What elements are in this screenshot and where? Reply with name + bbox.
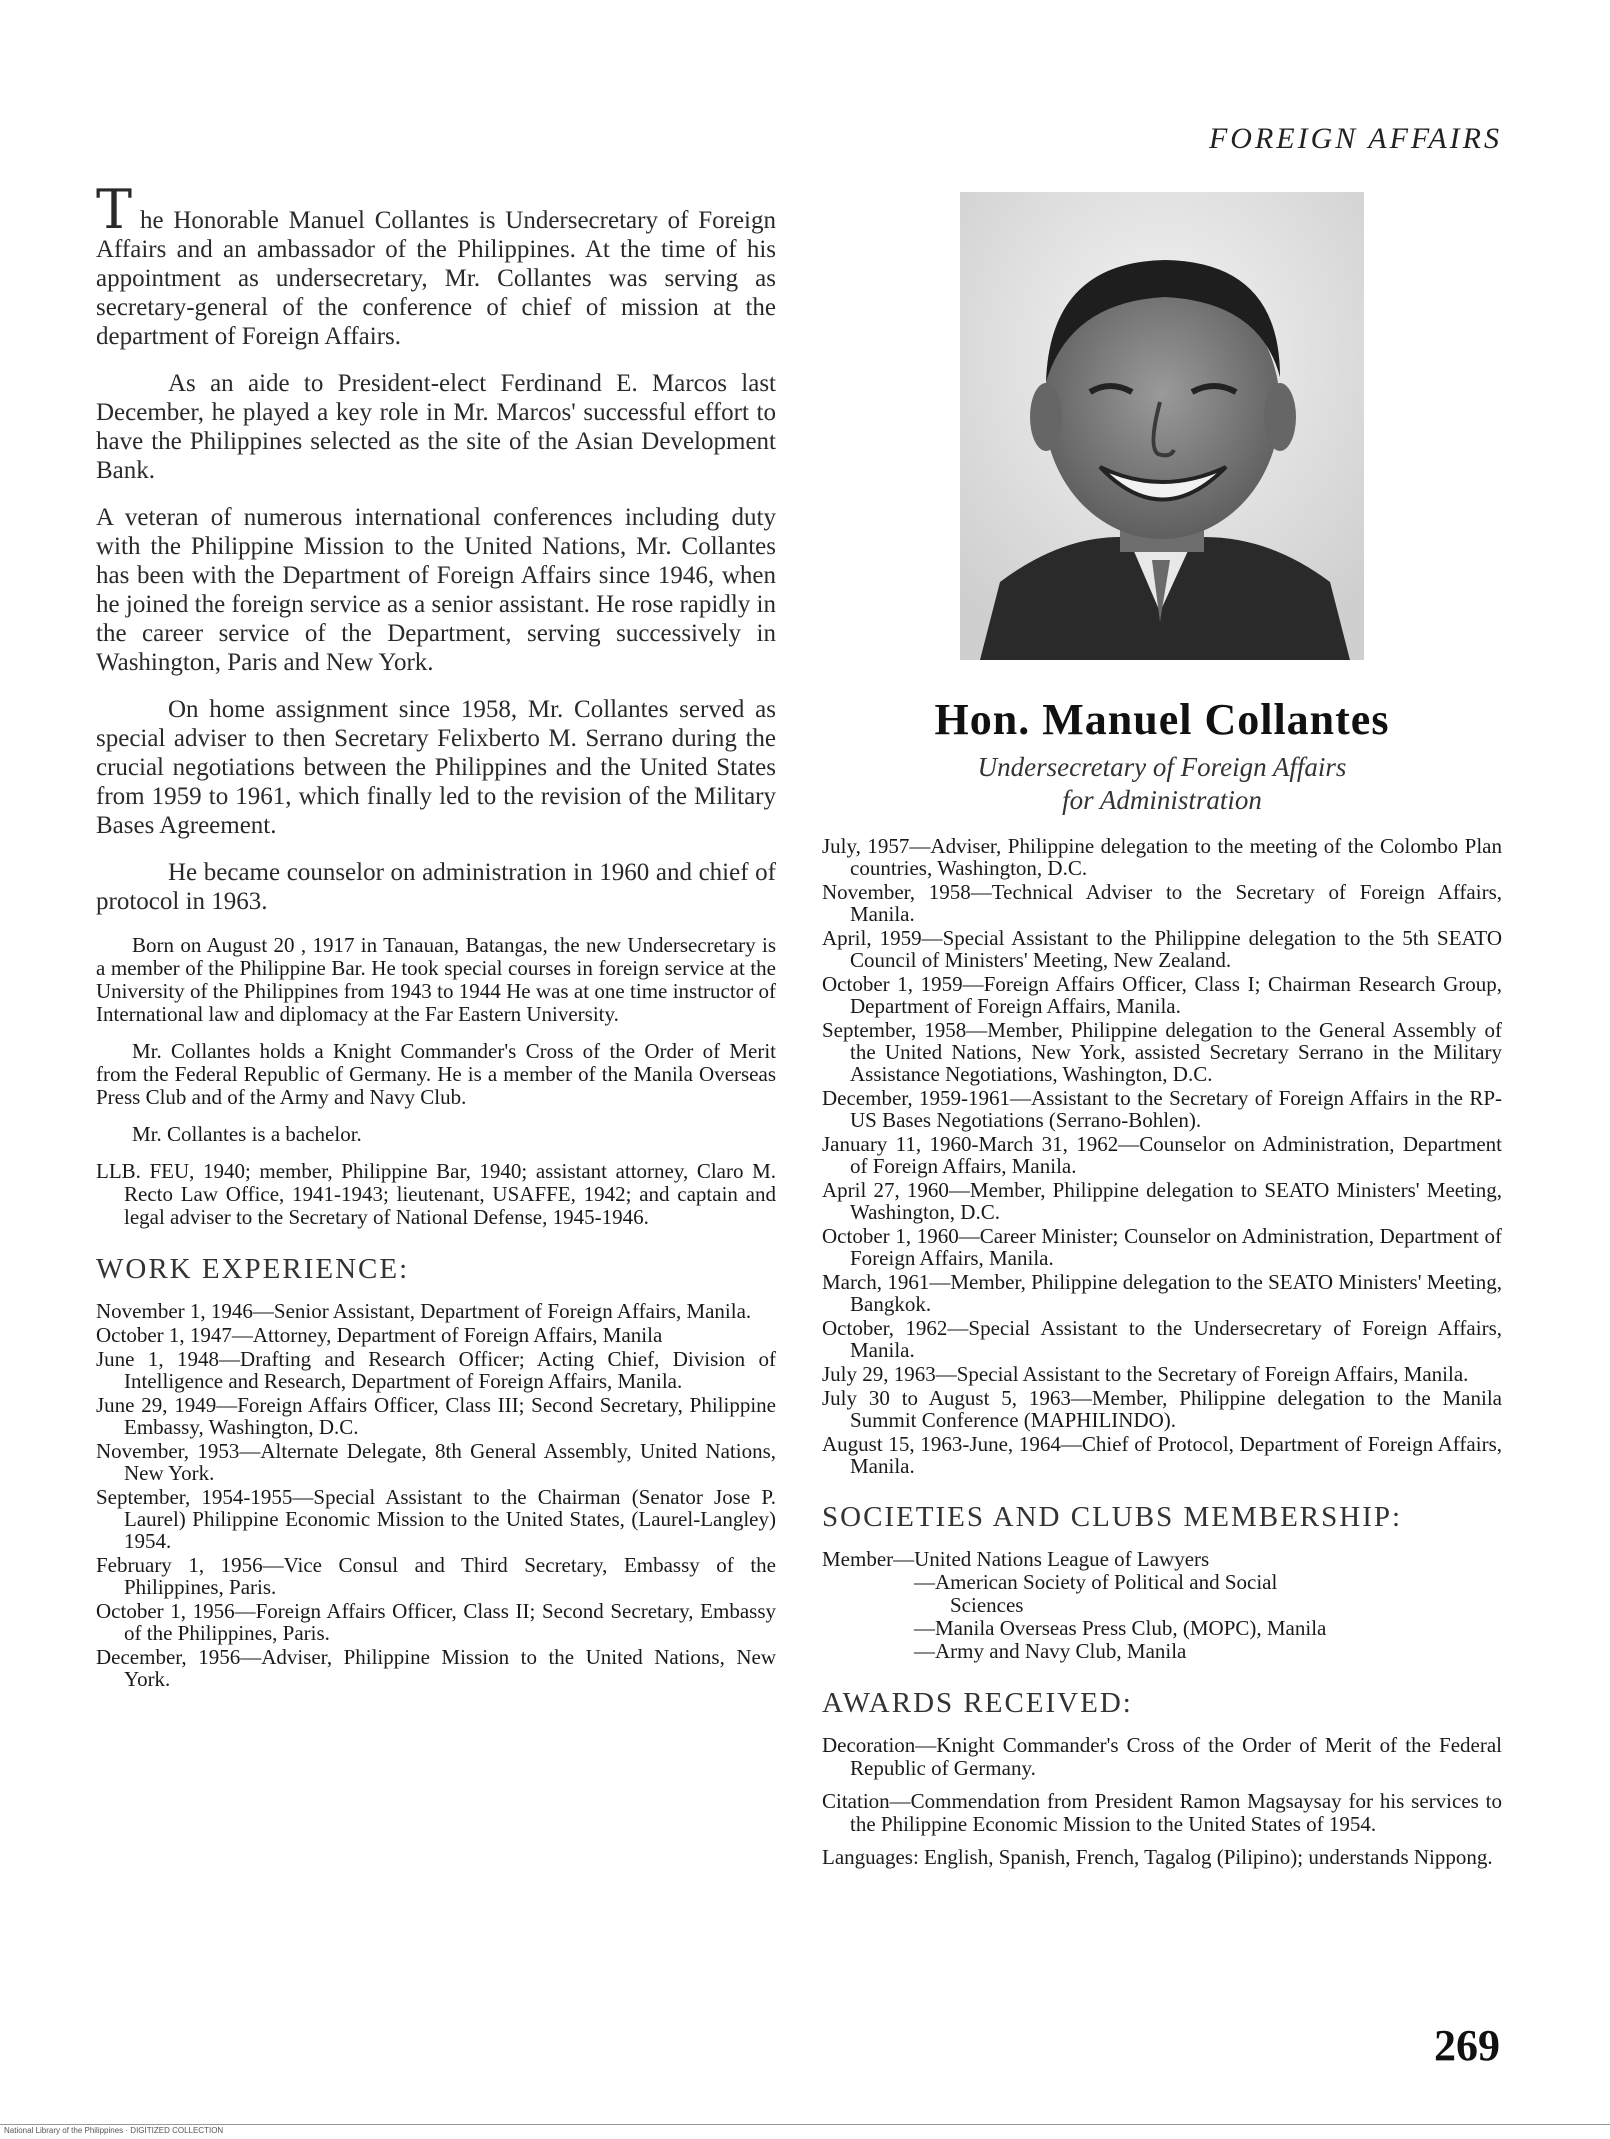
intro-paragraph-text: he Honorable Manuel Collantes is Undersecretary of Foreign Affairs and an ambassador of the Philippines. At the time of his appointment as undersecretary, Mr. Collantes was serving as secretary-general of the conference of chief of mission at the department of Foreign Affairs. bbox=[96, 207, 776, 350]
career-entry: August 15, 1963-June, 1964—Chief of Protocol, Department of Foreign Affairs, Manila. bbox=[822, 1432, 1502, 1478]
section-header: FOREIGN AFFAIRS bbox=[1208, 122, 1502, 155]
bio-paragraph: LLB. FEU, 1940; member, Philippine Bar, 1940; assistant attorney, Claro M. Recto Law Office, 1941-1943; lieutenant, USAFFE, 1942; and captain and legal adviser to the Secretary of National Defense, 1945-1946. bbox=[96, 1159, 776, 1229]
work-entry: June 1, 1948—Drafting and Research Officer; Acting Chief, Division of Intelligence and Research, Department of Foreign Affairs, Manila. bbox=[96, 1347, 776, 1393]
career-entry: October 1, 1959—Foreign Affairs Officer, Class I; Chairman Research Group, Department of Foreign Affairs, Manila. bbox=[822, 972, 1502, 1018]
career-entry: January 11, 1960-March 31, 1962—Counselor on Administration, Department of Foreign Affairs, Manila. bbox=[822, 1132, 1502, 1178]
languages: Languages: English, Spanish, French, Tagalog (Pilipino); understands Nippong. bbox=[822, 1845, 1493, 1869]
career-entry: April 27, 1960—Member, Philippine delegation to SEATO Ministers' Meeting, Washington, D.C. bbox=[822, 1178, 1502, 1224]
society-item: —Manila Overseas Press Club, (MOPC), Manila bbox=[914, 1616, 1327, 1640]
awards-heading: AWARDS RECEIVED: bbox=[822, 1687, 1133, 1719]
awards-list bbox=[822, 1734, 1502, 1869]
work-entry: September, 1954-1955—Special Assistant to the Chairman (Senator Jose P. Laurel) Philippine Economic Mission to the United States, (Laurel-Langley) 1954. bbox=[96, 1485, 776, 1553]
work-entry: November 1, 1946—Senior Assistant, Department of Foreign Affairs, Manila. bbox=[96, 1299, 752, 1323]
career-entry: October 1, 1960—Career Minister; Counselor on Administration, Department of Foreign Affairs, Manila. bbox=[822, 1224, 1502, 1270]
work-entry: December, 1956—Adviser, Philippine Mission to the United Nations, New York. bbox=[96, 1645, 776, 1691]
intro-paragraph: A veteran of numerous international conferences including duty with the Philippine Mission to the United Nations, Mr. Collantes has been with the Department of Foreign Affairs since 1946, when he joined the foreign service as a senior assistant. He rose rapidly in the career service of the Department, serving successively in Washington, Paris and New York. bbox=[96, 504, 776, 676]
portrait-photo bbox=[960, 192, 1364, 660]
right-column bbox=[822, 190, 1502, 1879]
societies-list bbox=[822, 1548, 1502, 1663]
career-entry: October, 1962—Special Assistant to the Undersecretary of Foreign Affairs, Manila. bbox=[822, 1316, 1502, 1362]
society-item: —Army and Navy Club, Manila bbox=[914, 1639, 1187, 1663]
award-decoration: Decoration—Knight Commander's Cross of the Order of Merit of the Federal Republic of Germany. bbox=[822, 1733, 1502, 1780]
society-item: Member—United Nations League of Lawyers bbox=[822, 1547, 1210, 1571]
work-experience-list bbox=[96, 1300, 776, 1690]
intro-text bbox=[96, 178, 776, 916]
footer-divider bbox=[0, 2124, 1610, 2125]
portrait-image bbox=[960, 192, 1364, 660]
career-entry: July 29, 1963—Special Assistant to the Secretary of Foreign Affairs, Manila. bbox=[822, 1362, 1469, 1386]
bio-paragraph: Born on August 20 , 1917 in Tanauan, Batangas, the new Undersecretary is a member of the Philippine Bar. He took special courses in foreign service at the University of the Philippines from 1943 to 1944 He was at one time instructor of International law and diplomacy at the Far Eastern University. bbox=[96, 933, 776, 1026]
societies-heading: SOCIETIES AND CLUBS MEMBERSHIP: bbox=[822, 1501, 1403, 1533]
intro-paragraph: On home assignment since 1958, Mr. Collantes served as special adviser to then Secretary Felixberto M. Serrano during the crucial negotiations between the Philippines and the United States from 1959 to 1961, which finally led to the revision of the Military Bases Agreement. bbox=[96, 696, 776, 839]
work-entry: October 1, 1956—Foreign Affairs Officer, Class II; Second Secretary, Embassy of the Philippines, Paris. bbox=[96, 1599, 776, 1645]
drop-cap: T bbox=[96, 178, 133, 241]
intro-paragraph: He became counselor on administration in 1960 and chief of protocol in 1963. bbox=[96, 859, 776, 915]
work-entry: November, 1953—Alternate Delegate, 8th General Assembly, United Nations, New York. bbox=[96, 1439, 776, 1485]
footer-credit: National Library of the Philippines · DIGITIZED COLLECTION bbox=[4, 2126, 224, 2135]
career-entry: April, 1959—Special Assistant to the Philippine delegation to the 5th SEATO Council of Ministers' Meeting, New Zealand. bbox=[822, 926, 1502, 972]
intro-paragraph bbox=[96, 178, 776, 351]
award-citation: Citation—Commendation from President Ramon Magsaysay for his services to the Philippine Economic Mission to the United States of 1954. bbox=[822, 1789, 1502, 1836]
career-entry: November, 1958—Technical Adviser to the Secretary of Foreign Affairs, Manila. bbox=[822, 880, 1502, 926]
page-number: 269 bbox=[1434, 2021, 1500, 2070]
profile-title bbox=[822, 751, 1502, 817]
society-item-continued: Sciences bbox=[950, 1593, 1024, 1617]
work-entry: June 29, 1949—Foreign Affairs Officer, Class III; Second Secretary, Philippine Embassy, Washington, D.C. bbox=[96, 1393, 776, 1439]
work-experience-heading: WORK EXPERIENCE: bbox=[96, 1253, 410, 1285]
left-column bbox=[96, 178, 776, 1692]
career-entry: July 30 to August 5, 1963—Member, Philippine delegation to the Manila Summit Conference (MAPHILINDO). bbox=[822, 1386, 1502, 1432]
profile-title-line: Undersecretary of Foreign Affairs bbox=[977, 752, 1347, 782]
bio-paragraph: Mr. Collantes holds a Knight Commander's Cross of the Order of Merit from the Federal Republic of Germany. He is a member of the Manila Overseas Press Club and of the Army and Navy Club. bbox=[96, 1039, 776, 1109]
career-entry: July, 1957—Adviser, Philippine delegation to the meeting of the Colombo Plan countries, Washington, D.C. bbox=[822, 834, 1502, 880]
career-entry: March, 1961—Member, Philippine delegation to the SEATO Ministers' Meeting, Bangkok. bbox=[822, 1270, 1502, 1316]
society-item: —American Society of Political and Social bbox=[914, 1570, 1278, 1594]
career-entry: December, 1959-1961—Assistant to the Secretary of Foreign Affairs in the RP-US Bases Negotiations (Serrano-Bohlen). bbox=[822, 1086, 1502, 1132]
bio-text bbox=[96, 934, 776, 1229]
profile-name: Hon. Manuel Collantes bbox=[934, 695, 1390, 744]
career-list bbox=[822, 835, 1502, 1477]
career-entry: September, 1958—Member, Philippine delegation to the General Assembly of the United Nations, New York, assisted Secretary Serrano in the Military Assistance Negotiations, Washington, D.C. bbox=[822, 1018, 1502, 1086]
work-entry: February 1, 1956—Vice Consul and Third Secretary, Embassy of the Philippines, Paris. bbox=[96, 1553, 776, 1599]
bio-paragraph: Mr. Collantes is a bachelor. bbox=[132, 1122, 362, 1146]
work-entry: October 1, 1947—Attorney, Department of Foreign Affairs, Manila bbox=[96, 1323, 663, 1347]
profile-title-line: for Administration bbox=[1062, 785, 1262, 815]
intro-paragraph: As an aide to President-elect Ferdinand E. Marcos last December, he played a key role in Mr. Marcos' successful effort to have the Philippines selected as the site of the Asian Development Bank. bbox=[96, 370, 776, 484]
